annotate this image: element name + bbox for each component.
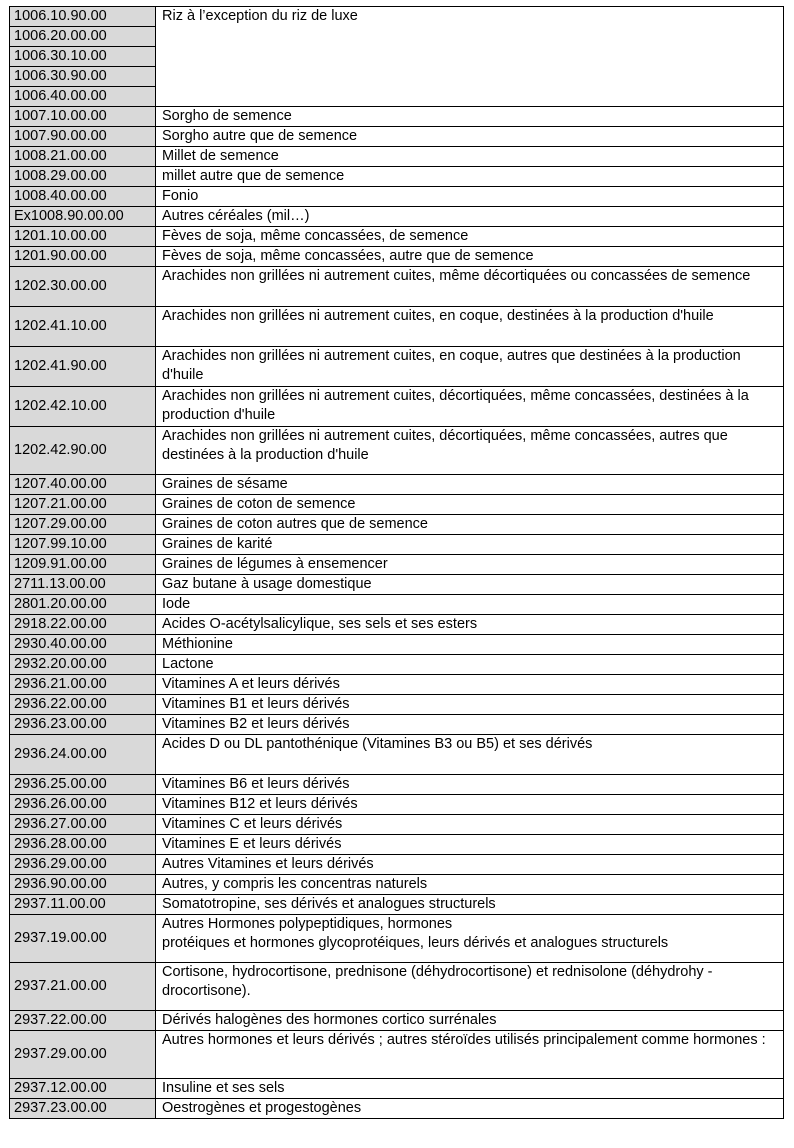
tariff-code: 1007.90.00.00: [10, 127, 156, 147]
tariff-code: 1006.40.00.00: [10, 87, 156, 107]
table-row: [10, 855, 784, 875]
tariff-code: 1201.10.00.00: [10, 227, 156, 247]
product-description: Arachides non grillées ni autrement cuites, même décortiquées ou concassées de semence: [156, 267, 784, 307]
tariff-code: 2936.26.00.00: [10, 795, 156, 815]
product-description: Acides O-acétylsalicylique, ses sels et ses esters: [156, 615, 784, 635]
tariff-code: 1202.42.10.00: [10, 387, 156, 427]
product-description: Autres céréales (mil…): [156, 207, 784, 227]
tariff-table-body: [10, 7, 784, 1119]
tariff-code: 2918.22.00.00: [10, 615, 156, 635]
table-row: [10, 675, 784, 695]
table-row: [10, 735, 784, 775]
table-row: [10, 555, 784, 575]
tariff-code: 2936.90.00.00: [10, 875, 156, 895]
table-row: [10, 147, 784, 167]
product-description: Vitamines B2 et leurs dérivés: [156, 715, 784, 735]
table-row: [10, 575, 784, 595]
tariff-code: 1008.29.00.00: [10, 167, 156, 187]
product-description: Acides D ou DL pantothénique (Vitamines B3 ou B5) et ses dérivés: [156, 735, 784, 775]
product-description: Oestrogènes et progestogènes: [156, 1099, 784, 1119]
tariff-code: 1008.40.00.00: [10, 187, 156, 207]
product-description: Graines de coton de semence: [156, 495, 784, 515]
tariff-code: 1207.40.00.00: [10, 475, 156, 495]
product-description: Insuline et ses sels: [156, 1079, 784, 1099]
product-description: Vitamines C et leurs dérivés: [156, 815, 784, 835]
tariff-code: 2930.40.00.00: [10, 635, 156, 655]
table-row: [10, 107, 784, 127]
product-description: Autres hormones et leurs dérivés ; autres stéroïdes utilisés principalement comme hormones :: [156, 1031, 784, 1079]
product-description: Vitamines B12 et leurs dérivés: [156, 795, 784, 815]
table-row: [10, 963, 784, 1011]
tariff-code: 2801.20.00.00: [10, 595, 156, 615]
table-row: [10, 1011, 784, 1031]
tariff-code: 1202.41.90.00: [10, 347, 156, 387]
table-row: [10, 515, 784, 535]
product-description: Arachides non grillées ni autrement cuites, décortiquées, même concassées, autres que destinées à la production d'huile: [156, 427, 784, 475]
product-description: Vitamines B6 et leurs dérivés: [156, 775, 784, 795]
tariff-code: 1207.29.00.00: [10, 515, 156, 535]
tariff-code: 2937.11.00.00: [10, 895, 156, 915]
tariff-code: 1006.30.10.00: [10, 47, 156, 67]
table-row: [10, 267, 784, 307]
product-description: Graines de sésame: [156, 475, 784, 495]
table-row: [10, 167, 784, 187]
table-row: [10, 635, 784, 655]
product-description: Iode: [156, 595, 784, 615]
table-row: [10, 187, 784, 207]
tariff-code: 1008.21.00.00: [10, 147, 156, 167]
product-description: Fonio: [156, 187, 784, 207]
table-row: [10, 307, 784, 347]
tariff-code: 2936.29.00.00: [10, 855, 156, 875]
tariff-code: 2936.27.00.00: [10, 815, 156, 835]
tariff-code: 1207.21.00.00: [10, 495, 156, 515]
product-description: Gaz butane à usage domestique: [156, 575, 784, 595]
product-description: Millet de semence: [156, 147, 784, 167]
product-description: Vitamines A et leurs dérivés: [156, 675, 784, 695]
table-row: [10, 1031, 784, 1079]
product-description: Cortisone, hydrocortisone, prednisone (déhydrocortisone) et rednisolone (déhydrohy -drocortisone).: [156, 963, 784, 1011]
tariff-code: 2937.12.00.00: [10, 1079, 156, 1099]
tariff-code: 2937.29.00.00: [10, 1031, 156, 1079]
product-description: Sorgho de semence: [156, 107, 784, 127]
tariff-code: 2932.20.00.00: [10, 655, 156, 675]
table-row: [10, 895, 784, 915]
product-description: Arachides non grillées ni autrement cuites, en coque, destinées à la production d'huile: [156, 307, 784, 347]
table-row: [10, 227, 784, 247]
tariff-code: 1006.10.90.00: [10, 7, 156, 27]
product-description: Vitamines E et leurs dérivés: [156, 835, 784, 855]
table-row: [10, 915, 784, 963]
tariff-code: Ex1008.90.00.00: [10, 207, 156, 227]
product-description: Méthionine: [156, 635, 784, 655]
table-row: [10, 7, 784, 27]
table-row: [10, 207, 784, 227]
tariff-code: 2937.22.00.00: [10, 1011, 156, 1031]
table-row: [10, 615, 784, 635]
tariff-code: 2936.22.00.00: [10, 695, 156, 715]
table-row: [10, 475, 784, 495]
product-description: Arachides non grillées ni autrement cuites, décortiquées, même concassées, destinées à la production d'huile: [156, 387, 784, 427]
product-description: Fèves de soja, même concassées, autre que de semence: [156, 247, 784, 267]
table-row: [10, 247, 784, 267]
table-row: [10, 715, 784, 735]
table-row: [10, 347, 784, 387]
table-row: [10, 655, 784, 675]
product-description: Autres Vitamines et leurs dérivés: [156, 855, 784, 875]
tariff-code: 2936.21.00.00: [10, 675, 156, 695]
product-description: Graines de karité: [156, 535, 784, 555]
product-description: Riz à l’exception du riz de luxe: [156, 7, 784, 107]
table-row: [10, 535, 784, 555]
tariff-code: 2937.21.00.00: [10, 963, 156, 1011]
product-description: Lactone: [156, 655, 784, 675]
product-description: Autres Hormones polypeptidiques, hormones protéiques et hormones glycoprotéiques, leurs dérivés et analogues structurels: [156, 915, 784, 963]
table-row: [10, 695, 784, 715]
product-description: Autres, y compris les concentras naturels: [156, 875, 784, 895]
table-row: [10, 595, 784, 615]
table-row: [10, 427, 784, 475]
tariff-code: 1209.91.00.00: [10, 555, 156, 575]
table-row: [10, 875, 784, 895]
tariff-code: 1202.30.00.00: [10, 267, 156, 307]
table-row: [10, 775, 784, 795]
tariff-code: 1201.90.00.00: [10, 247, 156, 267]
table-row: [10, 1099, 784, 1119]
tariff-code: 2937.23.00.00: [10, 1099, 156, 1119]
product-description: Arachides non grillées ni autrement cuites, en coque, autres que destinées à la production d'huile: [156, 347, 784, 387]
table-row: [10, 815, 784, 835]
product-description: Vitamines B1 et leurs dérivés: [156, 695, 784, 715]
tariff-code: 1207.99.10.00: [10, 535, 156, 555]
tariff-code: 1202.41.10.00: [10, 307, 156, 347]
tariff-code: 1006.30.90.00: [10, 67, 156, 87]
table-row: [10, 795, 784, 815]
tariff-code: 2936.24.00.00: [10, 735, 156, 775]
tariff-code: 2936.28.00.00: [10, 835, 156, 855]
product-description: Fèves de soja, même concassées, de semence: [156, 227, 784, 247]
tariff-code: 2936.25.00.00: [10, 775, 156, 795]
tariff-code: 1006.20.00.00: [10, 27, 156, 47]
tariff-code: 2711.13.00.00: [10, 575, 156, 595]
tariff-code: 1202.42.90.00: [10, 427, 156, 475]
product-description: Graines de légumes à ensemencer: [156, 555, 784, 575]
product-description: millet autre que de semence: [156, 167, 784, 187]
tariff-code: 2936.23.00.00: [10, 715, 156, 735]
product-description: Somatotropine, ses dérivés et analogues structurels: [156, 895, 784, 915]
product-description: Sorgho autre que de semence: [156, 127, 784, 147]
product-description: Graines de coton autres que de semence: [156, 515, 784, 535]
tariff-code: 2937.19.00.00: [10, 915, 156, 963]
tariff-table: [9, 6, 784, 1119]
table-row: [10, 387, 784, 427]
table-row: [10, 495, 784, 515]
table-row: [10, 835, 784, 855]
table-row: [10, 127, 784, 147]
table-row: [10, 1079, 784, 1099]
product-description: Dérivés halogènes des hormones cortico surrénales: [156, 1011, 784, 1031]
tariff-code: 1007.10.00.00: [10, 107, 156, 127]
